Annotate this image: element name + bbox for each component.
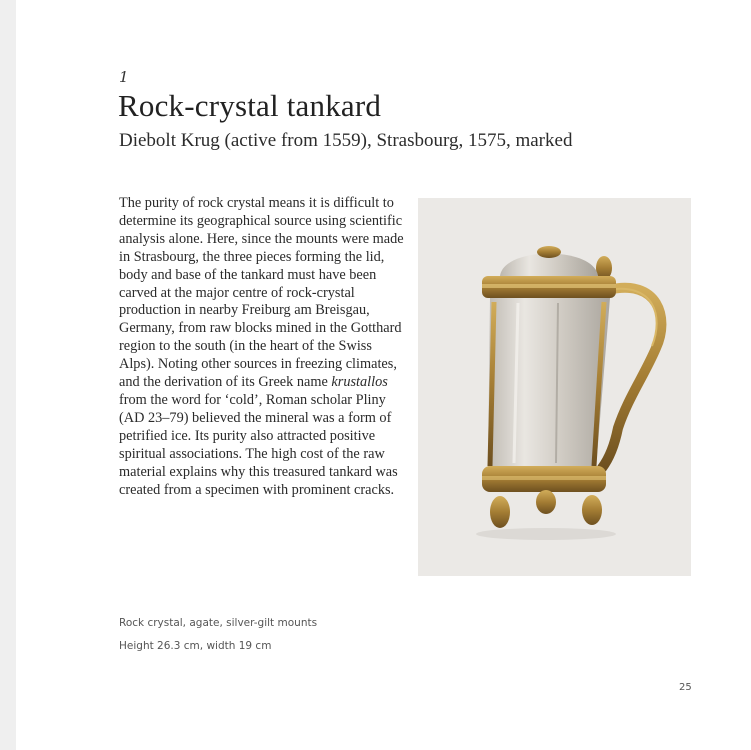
entry-title: Rock-crystal tankard [118, 88, 382, 123]
caption-dimensions: Height 26.3 cm, width 19 cm [119, 640, 272, 652]
caption-materials: Rock crystal, agate, silver-gilt mounts [119, 617, 318, 629]
body-text-part-2: from the word for ‘cold’, Roman scholar Pliny (AD 23–79) believed the mineral was a form of petrified ice. Its purity also attracted positive spiritual associations. The high cost of the raw material explains why this treasured tankard was created from a specimen with prominent cracks. [119, 391, 398, 498]
page-number: 25 [679, 682, 692, 693]
tankard-illustration [418, 198, 691, 576]
body-text [119, 195, 404, 499]
entry-subtitle: Diebolt Krug (active from 1559), Strasbourg, 1575, marked [119, 130, 573, 151]
entry-number: 1 [119, 68, 129, 86]
book-page [16, 0, 751, 750]
body-text-part-1: The purity of rock crystal means it is difficult to determine its geographical source using scientific analysis alone. Here, since the mounts were made in Strasbourg, the three pieces forming the lid, body and base of the tankard must have been carved at the major centre of rock-crystal production in nearby Freiburg am Breisgau, Germany, from raw blocks mined in the Gotthard region to the south (in the heart of the Swiss Alps). Noting other sources in freezing climates, and the derivation of its Greek name [119, 195, 404, 391]
tankard-photo [418, 198, 691, 576]
body-text-greek-term: krustallos [331, 374, 388, 391]
